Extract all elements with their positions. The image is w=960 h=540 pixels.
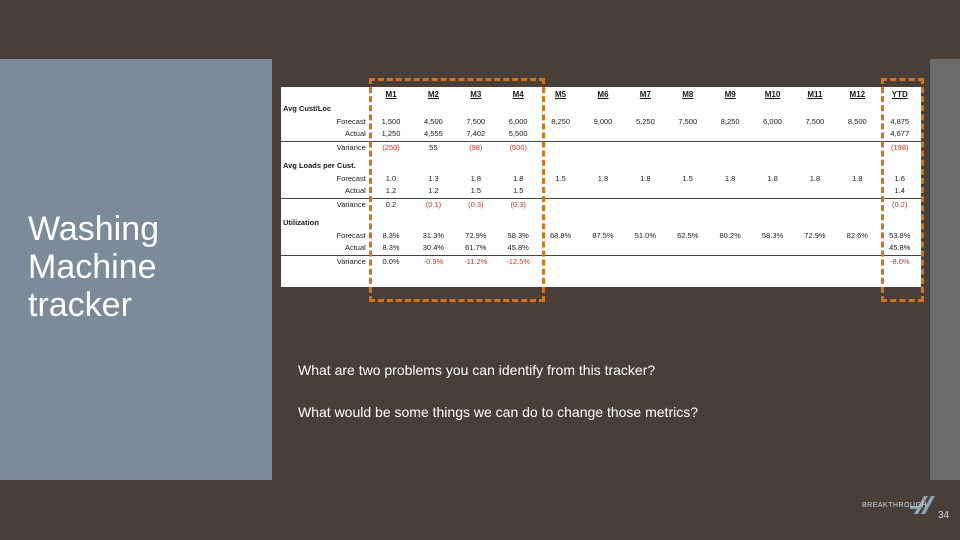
- table-cell: [624, 185, 666, 198]
- table-cell: [709, 255, 751, 268]
- table-cell: 7,500: [466, 116, 486, 126]
- table-cell: [794, 141, 836, 154]
- table-cell: [624, 198, 666, 211]
- table-cell: (98): [469, 142, 483, 152]
- table-cell: [751, 185, 793, 198]
- table-cell: 6,000: [763, 116, 782, 126]
- table-cell: 1.2: [412, 185, 454, 198]
- table-cell: 4,555: [412, 128, 454, 141]
- table-cell: [539, 128, 581, 141]
- right-strip: [930, 59, 960, 480]
- table-cell: 0.0%: [382, 256, 400, 266]
- column-header-m2: M2: [427, 90, 439, 99]
- table-cell: 80.2%: [719, 230, 741, 240]
- table-cell: [539, 198, 581, 211]
- row-label: Forecast: [336, 230, 366, 240]
- column-header-m9: M9: [724, 90, 736, 99]
- column-header-m8: M8: [682, 90, 694, 99]
- table-cell: [624, 255, 666, 268]
- table-cell: [624, 128, 666, 141]
- table-cell: 1.5: [682, 173, 693, 183]
- table-cell: (250): [382, 142, 400, 152]
- table-cell: 1.5: [497, 185, 539, 198]
- table-cell: [836, 198, 878, 211]
- column-header-m1: M1: [385, 90, 397, 99]
- highlight-m1-m4: [369, 78, 545, 302]
- table-cell: [794, 242, 836, 255]
- table-cell: -12.5%: [506, 256, 531, 266]
- table-cell: [709, 141, 751, 154]
- row-label: Actual: [281, 128, 370, 141]
- table-cell: 68.8%: [549, 230, 572, 240]
- slide-title: Washing Machine tracker: [28, 210, 160, 324]
- table-cell: 1.8: [640, 173, 651, 183]
- table-cell: 1.3: [428, 173, 439, 183]
- table-cell: [667, 242, 709, 255]
- table-cell: 1.2: [370, 185, 412, 198]
- table-cell: 45.8%: [497, 242, 539, 255]
- table-cell: [582, 255, 624, 268]
- table-cell: [539, 255, 581, 268]
- table-cell: -0.9%: [423, 256, 444, 266]
- bottom-band: [0, 480, 960, 540]
- logo-text: BREAKTHROUGH: [862, 502, 928, 509]
- table-cell: 1.4: [879, 185, 921, 198]
- table-cell: 5,250: [635, 116, 655, 126]
- table-cell: [836, 242, 878, 255]
- table-cell: [794, 255, 836, 268]
- table-cell: [794, 185, 836, 198]
- table-cell: -8.0%: [889, 256, 910, 266]
- section-label: Avg Loads per Cust.: [283, 161, 356, 170]
- table-cell: [836, 128, 878, 141]
- table-cell: 7,500: [805, 116, 825, 126]
- table-cell: 8,500: [847, 116, 867, 126]
- table-cell: 45.8%: [879, 242, 921, 255]
- table-cell: [836, 141, 878, 154]
- table-cell: (198): [891, 142, 909, 152]
- highlight-ytd: [881, 78, 924, 302]
- table-cell: 61.7%: [455, 242, 497, 255]
- table-cell: [624, 242, 666, 255]
- table-cell: (0.3): [468, 199, 484, 209]
- row-label: Forecast: [336, 173, 366, 183]
- table-cell: [539, 242, 581, 255]
- table-cell: 53.8%: [889, 230, 911, 240]
- table-cell: 1,250: [370, 128, 412, 141]
- column-header-m12: M12: [849, 90, 866, 99]
- row-label: Variance: [336, 199, 366, 209]
- table-cell: 72.9%: [804, 230, 826, 240]
- table-cell: 4,500: [424, 116, 443, 126]
- table-cell: [667, 198, 709, 211]
- column-header-m6: M6: [597, 90, 609, 99]
- table-cell: [667, 141, 709, 154]
- table-cell: 0.2: [385, 199, 397, 209]
- column-header-m4: M4: [512, 90, 524, 99]
- table-cell: 58.3%: [507, 230, 529, 240]
- table-cell: [539, 141, 581, 154]
- table-cell: [624, 141, 666, 154]
- table-cell: 8.3%: [382, 230, 400, 240]
- table-cell: (0.1): [425, 199, 442, 209]
- table-cell: [709, 128, 751, 141]
- table-cell: 7,402: [455, 128, 497, 141]
- table-cell: -11.2%: [464, 256, 488, 266]
- table-cell: 1.8: [724, 173, 736, 183]
- table-cell: 87.5%: [592, 230, 614, 240]
- section-label: Utilization: [283, 218, 319, 227]
- table-cell: 55: [429, 142, 438, 152]
- section-label: Avg Cust/Loc: [283, 104, 332, 113]
- header-corner: [281, 87, 370, 103]
- table-cell: 8.3%: [370, 242, 412, 255]
- table-cell: 1,500: [381, 116, 401, 126]
- row-label: Actual: [281, 242, 370, 255]
- row-label: Actual: [281, 185, 370, 198]
- table-cell: [667, 128, 709, 141]
- table-cell: (500): [509, 142, 527, 152]
- table-cell: 8,250: [720, 116, 740, 126]
- table-cell: 1.0: [385, 173, 397, 183]
- table-cell: [582, 242, 624, 255]
- table-cell: [709, 242, 751, 255]
- table-cell: [667, 255, 709, 268]
- table-cell: 7,500: [678, 116, 698, 126]
- column-header-ytd: YTD: [891, 90, 908, 99]
- table-cell: 31.3%: [422, 230, 445, 240]
- table-cell: [751, 255, 793, 268]
- table-cell: 4,875: [890, 116, 910, 126]
- table-cell: [836, 185, 878, 198]
- table-cell: 4,677: [879, 128, 921, 141]
- table-cell: 6,000: [508, 116, 528, 126]
- table-cell: 1.6: [894, 173, 905, 183]
- table-cell: (0.2): [892, 199, 908, 209]
- table-cell: 72.9%: [465, 230, 487, 240]
- table-cell: 1.8: [512, 173, 524, 183]
- table-cell: 1.8: [470, 173, 482, 183]
- column-header-m11: M11: [807, 90, 823, 99]
- table-cell: [836, 255, 878, 268]
- company-logo: [862, 494, 937, 516]
- table-cell: 5,500: [497, 128, 539, 141]
- row-label: Variance: [336, 142, 366, 152]
- table-cell: 1.8: [597, 173, 609, 183]
- column-header-m10: M10: [764, 90, 781, 99]
- table-cell: 1.8: [809, 173, 821, 183]
- page-number: 34: [938, 510, 950, 521]
- table-cell: 1.8: [767, 173, 778, 183]
- table-cell: [582, 128, 624, 141]
- table-cell: [751, 128, 793, 141]
- table-cell: [582, 141, 624, 154]
- table-cell: [794, 128, 836, 141]
- table-cell: 1.5: [555, 173, 566, 183]
- question-1: What are two problems you can identify from this tracker?: [298, 362, 656, 378]
- table-cell: 62.5%: [677, 230, 699, 240]
- column-header-m3: M3: [470, 90, 482, 99]
- table-cell: 9,000: [593, 116, 613, 126]
- table-cell: 58.3%: [761, 230, 784, 240]
- table-cell: [751, 242, 793, 255]
- row-label: Forecast: [336, 116, 366, 126]
- table-cell: [582, 198, 624, 211]
- table-cell: [667, 185, 709, 198]
- table-cell: 1.8: [852, 173, 863, 183]
- table-cell: [709, 198, 751, 211]
- table-cell: 82.6%: [846, 230, 868, 240]
- table-cell: [582, 185, 624, 198]
- table-cell: 1.5: [455, 185, 497, 198]
- column-header-m5: M5: [555, 90, 567, 99]
- question-2: What would be some things we can do to change those metrics?: [298, 404, 698, 420]
- table-cell: [751, 198, 793, 211]
- table-cell: [539, 185, 581, 198]
- table-cell: 30.4%: [412, 242, 454, 255]
- table-cell: [794, 198, 836, 211]
- table-cell: [709, 185, 751, 198]
- table-cell: 51.0%: [634, 230, 656, 240]
- column-header-m7: M7: [639, 90, 651, 99]
- table-cell: 8,250: [551, 116, 570, 126]
- row-label: Variance: [336, 256, 366, 266]
- top-band: [0, 0, 960, 59]
- table-cell: [751, 141, 793, 154]
- table-cell: (0.3): [510, 199, 526, 209]
